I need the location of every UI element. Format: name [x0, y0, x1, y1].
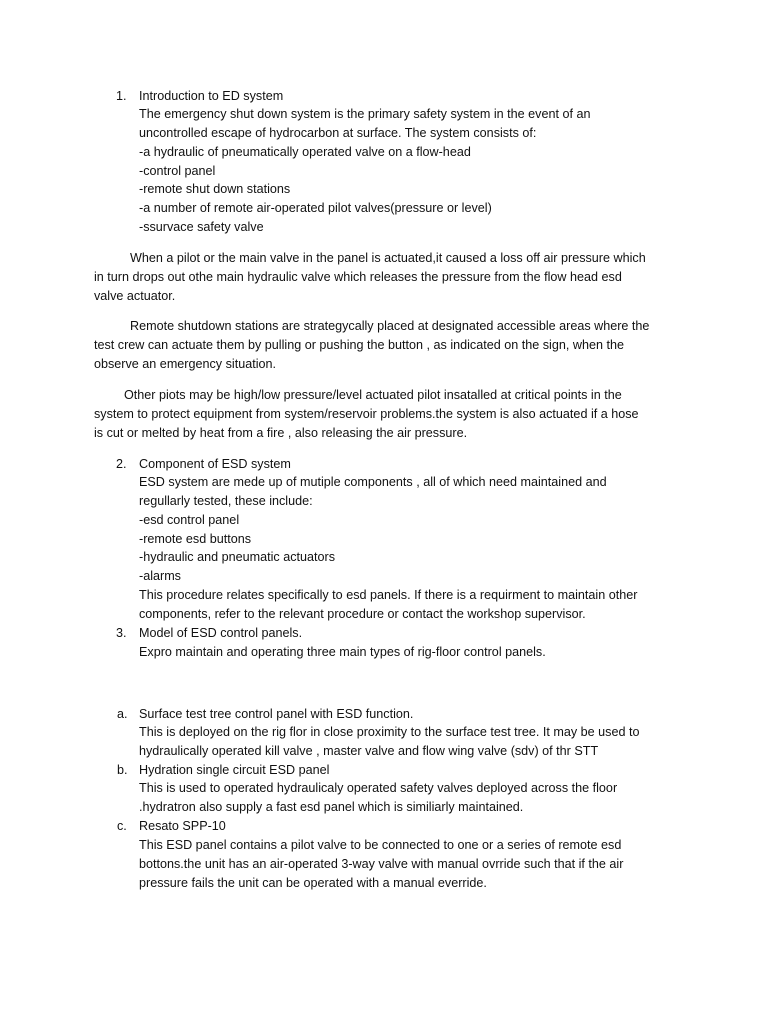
subsection-c-line: bottons.the unit has an air-operated 3-way valve with manual ovrride such that if the air — [139, 857, 624, 871]
paragraph-2-line: test crew can actuate them by pulling or pushing the button , as indicated on the sign, when the — [94, 338, 624, 352]
section-1-line: -control panel — [139, 164, 216, 178]
subsection-c-line: This ESD panel contains a pilot valve to be connected to one or a series of remote esd — [139, 838, 622, 852]
subsection-b-line: .hydratron also supply a fast esd panel which is similiarly maintained. — [139, 800, 524, 814]
section-1-line: uncontrolled escape of hydrocarbon at surface. The system consists of: — [139, 126, 537, 140]
subsection-b-letter: b. — [117, 763, 128, 777]
section-2-line: -esd control panel — [139, 513, 240, 527]
subsection-b-line: This is used to operated hydraulicaly operated safety valves deployed across the floor — [139, 781, 618, 795]
subsection-b-title: Hydration single circuit ESD panel — [139, 763, 330, 777]
paragraph-3-line: system to protect equipment from system/reservoir problems.the system is also actuated if a hose — [94, 407, 639, 421]
subsection-a-line: hydraulically operated kill valve , master valve and flow wing valve (sdv) of thr STT — [139, 744, 599, 758]
subsection-c-letter: c. — [117, 819, 127, 833]
section-1-line: -a hydraulic of pneumatically operated valve on a flow-head — [139, 145, 471, 159]
subsection-a-title: Surface test tree control panel with ESD function. — [139, 707, 414, 721]
section-2-number: 2. — [116, 457, 127, 471]
paragraph-2-line: observe an emergency situation. — [94, 357, 277, 371]
subsection-c-title: Resato SPP-10 — [139, 819, 226, 833]
section-2-line: -alarms — [139, 569, 181, 583]
section-2-line: -hydraulic and pneumatic actuators — [139, 550, 336, 564]
paragraph-2-line: Remote shutdown stations are strategycally placed at designated accessible areas where the — [130, 319, 650, 333]
section-3-title: Model of ESD control panels. — [139, 626, 303, 640]
subsection-a-line: This is deployed on the rig flor in close proximity to the surface test tree. It may be used to — [139, 725, 640, 739]
section-2-title: Component of ESD system — [139, 457, 291, 471]
paragraph-3-line: is cut or melted by heat from a fire , also releasing the air pressure. — [94, 426, 468, 440]
paragraph-1-line: valve actuator. — [94, 289, 176, 303]
section-2-line: This procedure relates specifically to esd panels. If there is a requirment to maintain other — [139, 588, 638, 602]
section-1-line: -a number of remote air-operated pilot valves(pressure or level) — [139, 201, 492, 215]
section-2-line: regullarly tested, these include: — [139, 494, 313, 508]
section-2-line: -remote esd buttons — [139, 532, 252, 546]
paragraph-1-line: in turn drops out othe main hydraulic valve which releases the pressure from the flow head esd — [94, 270, 622, 284]
section-1-number: 1. — [116, 89, 127, 103]
section-1-line: -ssurvace safety valve — [139, 220, 264, 234]
paragraph-3-line: Other piots may be high/low pressure/level actuated pilot insatalled at critical points in the — [124, 388, 622, 402]
section-1-line: The emergency shut down system is the primary safety system in the event of an — [139, 107, 591, 121]
section-3-number: 3. — [116, 626, 127, 640]
section-1-title: Introduction to ED system — [139, 89, 284, 103]
subsection-a-letter: a. — [117, 707, 128, 721]
section-1-line: -remote shut down stations — [139, 182, 291, 196]
section-2-line: components, refer to the relevant procedure or contact the workshop supervisor. — [139, 607, 586, 621]
section-3-line: Expro maintain and operating three main types of rig-floor control panels. — [139, 645, 546, 659]
section-2-line: ESD system are mede up of mutiple components , all of which need maintained and — [139, 475, 607, 489]
subsection-c-line: pressure fails the unit can be operated with a manual everride. — [139, 876, 487, 890]
paragraph-1-line: When a pilot or the main valve in the panel is actuated,it caused a loss off air pressure which — [130, 251, 646, 265]
